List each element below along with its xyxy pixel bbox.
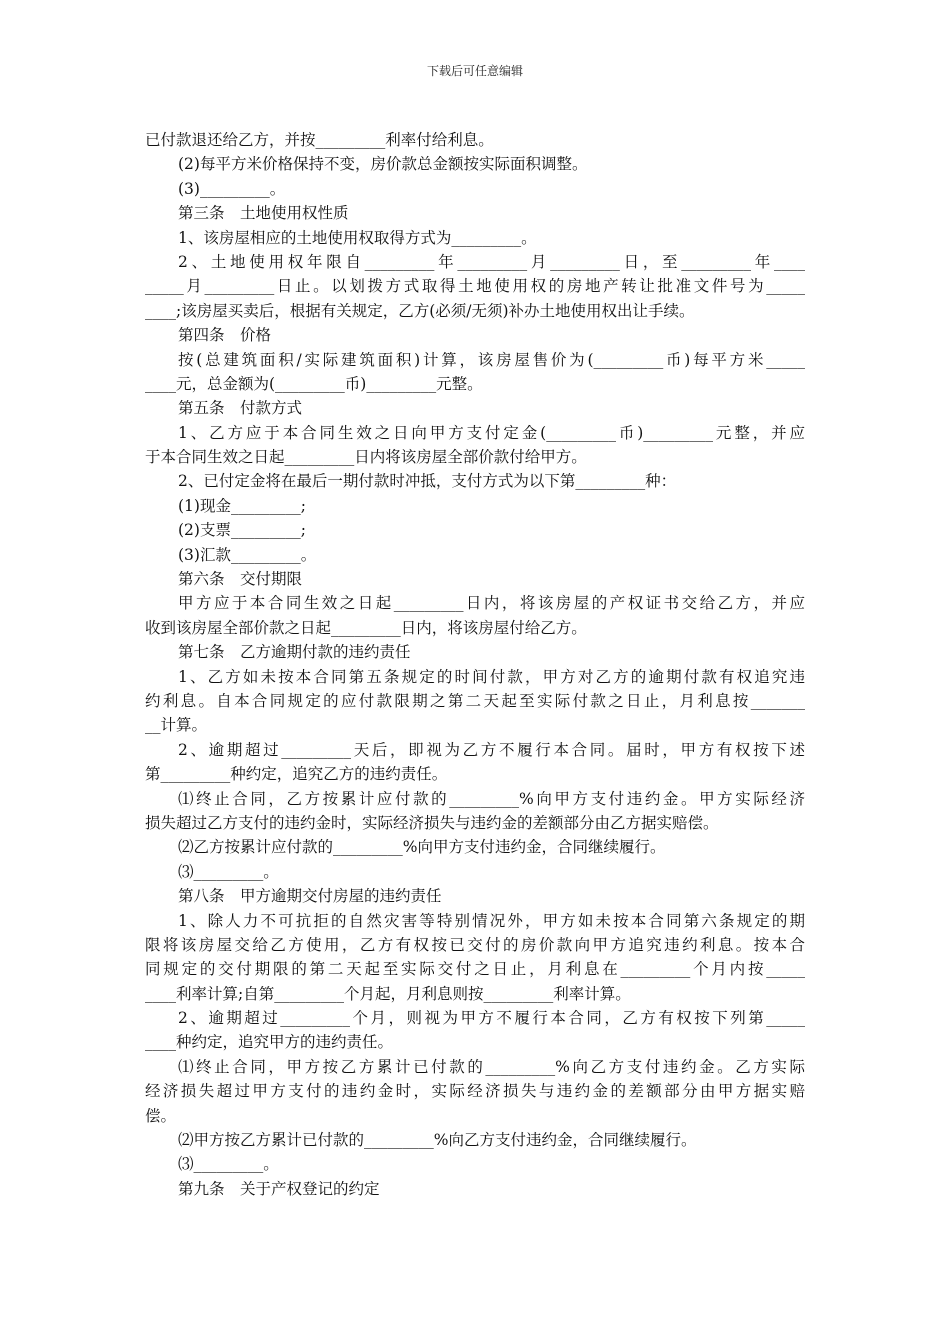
contract-text-line: ⑵甲方按乙方累计已付款的_________%向乙方支付违约金，合同继续履行。 (178, 1131, 697, 1150)
contract-text-line: 2、已付定金将在最后一期付款时冲抵，支付方式为以下第_________种： (178, 472, 677, 491)
contract-text-line: 按(总建筑面积/实际建筑面积)计算，该房屋售价为(_________币)每平方米_____ (178, 350, 805, 369)
contract-text-line: 收到该房屋全部价款之日起_________日内，将该房屋付给乙方。 (145, 618, 587, 637)
contract-text-line: ____利率计算;自第_________个月起，月利息则按_________利率计算。 (145, 984, 631, 1003)
contract-text-line: 2、逾期超过_________天后，即视为乙方不履行本合同。届时，甲方有权按下述 (178, 740, 805, 759)
contract-text-line: (3)_________。 (178, 179, 286, 198)
contract-text-line: ⑶_________。 (178, 862, 279, 881)
contract-text-line: 1、除人力不可抗拒的自然灾害等特别情况外，甲方如未按本合同第六条规定的期 (178, 911, 805, 930)
contract-text-line: 第五条 付款方式 (178, 399, 303, 418)
page-header-note: 下载后可任意编辑 (426, 64, 523, 78)
contract-text-line: 第八条 甲方逾期交付房屋的违约责任 (178, 887, 442, 906)
contract-text-line: ⑵乙方按累计应付款的_________%向甲方支付违约金，合同继续履行。 (178, 838, 666, 857)
contract-text-line: ⑴终止合同，甲方按乙方累计已付款的_________%向乙方支付违约金。乙方实际 (178, 1057, 805, 1076)
contract-text-line: 第六条 交付期限 (178, 570, 303, 589)
contract-text-line: 第_________种约定，追究乙方的违约责任。 (145, 765, 448, 784)
contract-text-line: 1、乙方如未按本合同第五条规定的时间付款，甲方对乙方的逾期付款有权追究违 (178, 667, 805, 686)
contract-text-line: 损失超过乙方支付的违约金时，实际经济损失与违约金的差额部分由乙方据实赔偿。 (145, 813, 719, 832)
contract-text-line: (2)每平方米价格保持不变，房价款总金额按实际面积调整。 (178, 155, 588, 174)
contract-text-line: 经济损失超过甲方支付的违约金时，实际经济损失与违约金的差额部分由甲方据实赔 (145, 1082, 805, 1101)
contract-text-line: (2)支票_________; (178, 521, 306, 540)
contract-text-line: ____种约定，追究甲方的违约责任。 (145, 1033, 394, 1052)
contract-text-line: 第三条 土地使用权性质 (178, 204, 349, 223)
contract-text-line: 同规定的交付期限的第二天起至实际交付之日止，月利息在_________个月内按_____ (145, 960, 805, 979)
contract-text-line: 约利息。自本合同规定的应付款限期之第二天起至实际付款之日止，月利息按_______ (145, 691, 805, 710)
contract-text-line: __计算。 (145, 716, 208, 735)
contract-text-line: _____月_________日止。以划拨方式取得土地使用权的房地产转让批准文件号为_____ (145, 277, 805, 296)
contract-text-line: ____元，总金额为(_________币)_________元整。 (145, 374, 483, 393)
contract-text-line: ____;该房屋买卖后，根据有关规定，乙方(必须/无须)补办土地使用权出让手续。 (145, 301, 695, 320)
contract-text-line: 2、土地使用权年限自_________年_________月_________日，至_________年____ (178, 252, 805, 271)
contract-text-line: 第七条 乙方逾期付款的违约责任 (178, 643, 411, 662)
contract-body (145, 128, 805, 1201)
contract-text-line: 于本合同生效之日起_________日内将该房屋全部价款付给甲方。 (145, 448, 587, 467)
contract-text-line: ⑶_________。 (178, 1155, 279, 1174)
contract-text-line: 2、逾期超过_________个月，则视为甲方不履行本合同，乙方有权按下列第_____ (178, 1009, 805, 1028)
contract-text-line: (3)汇款_________。 (178, 545, 317, 564)
contract-text-line: 已付款退还给乙方，并按_________利率付给利息。 (145, 131, 494, 149)
contract-text-line: 1、该房屋相应的土地使用权取得方式为_________。 (178, 228, 537, 247)
contract-text-line: 甲方应于本合同生效之日起_________日内，将该房屋的产权证书交给乙方，并应 (178, 594, 805, 613)
contract-text-line: 第四条 价格 (178, 326, 272, 345)
contract-text-line: 第九条 关于产权登记的约定 (178, 1179, 380, 1198)
contract-text-line: 1、乙方应于本合同生效之日向甲方支付定金(_________币)_________元整，并应 (178, 423, 805, 442)
contract-text-line: (1)现金_________; (178, 496, 306, 515)
contract-text-line: 限将该房屋交给乙方使用，乙方有权按已交付的房价款向甲方追究违约利息。按本合 (145, 935, 805, 954)
contract-text-line: ⑴终止合同，乙方按累计应付款的_________%向甲方支付违约金。甲方实际经济 (178, 789, 805, 808)
contract-text-line: 偿。 (145, 1106, 177, 1125)
